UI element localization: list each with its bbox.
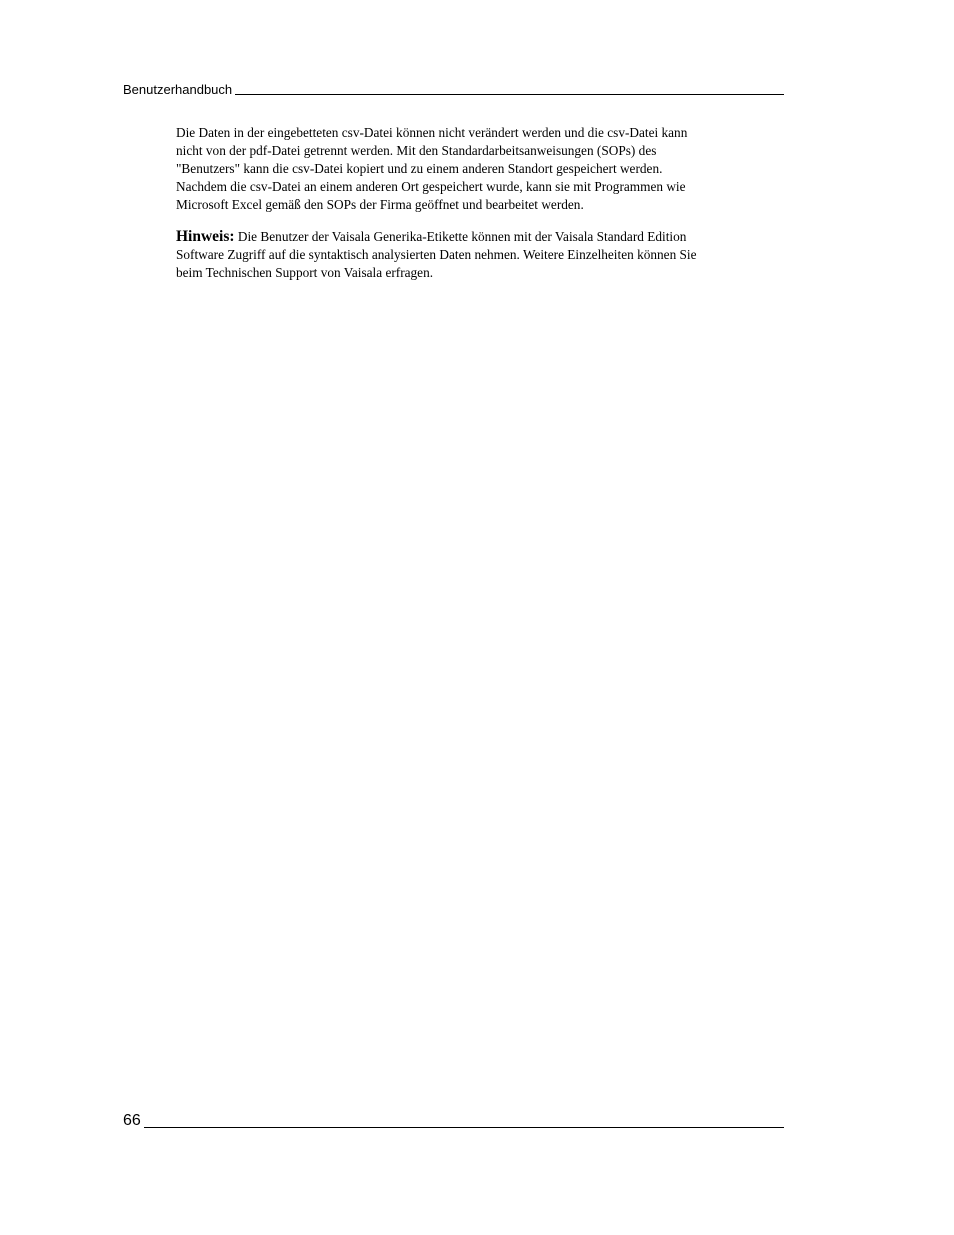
note-first-line [176,228,788,246]
note-line: Software Zugriff auf die syntaktisch analysierten Daten nehmen. Weitere Einzelheiten können Sie [176,247,697,262]
paragraph-line: Die Daten in der eingebetteten csv-Datei können nicht verändert werden und die csv-Datei kann [176,125,688,140]
page-header [123,82,784,98]
header-rule [235,94,784,95]
paragraph-line: Nachdem die csv-Datei an einem anderen Ort gespeichert wurde, kann sie mit Programmen wie [176,179,686,194]
paragraph-line: Microsoft Excel gemäß den SOPs der Firma geöffnet und bearbeitet werden. [176,197,584,212]
paragraph-line: "Benutzers" kann die csv-Datei kopiert und zu einem anderen Standort gespeichert werden. [176,161,663,176]
page-number: 66 [123,1112,141,1129]
footer-rule [144,1127,784,1128]
paragraph-line: nicht von der pdf-Datei getrennt werden. Mit den Standardarbeitsanweisungen (SOPs) des [176,143,657,158]
header-title: Benutzerhandbuch [123,82,233,97]
main-content [176,124,788,282]
note-label: Hinweis: [176,228,235,245]
paragraph-csv-info [176,124,788,214]
note-line: beim Technischen Support von Vaisala erfragen. [176,265,434,280]
note-line: Die Benutzer der Vaisala Generika-Etikette können mit der Vaisala Standard Edition [234,229,687,244]
page-footer [123,1111,784,1130]
note-paragraph [176,228,788,282]
